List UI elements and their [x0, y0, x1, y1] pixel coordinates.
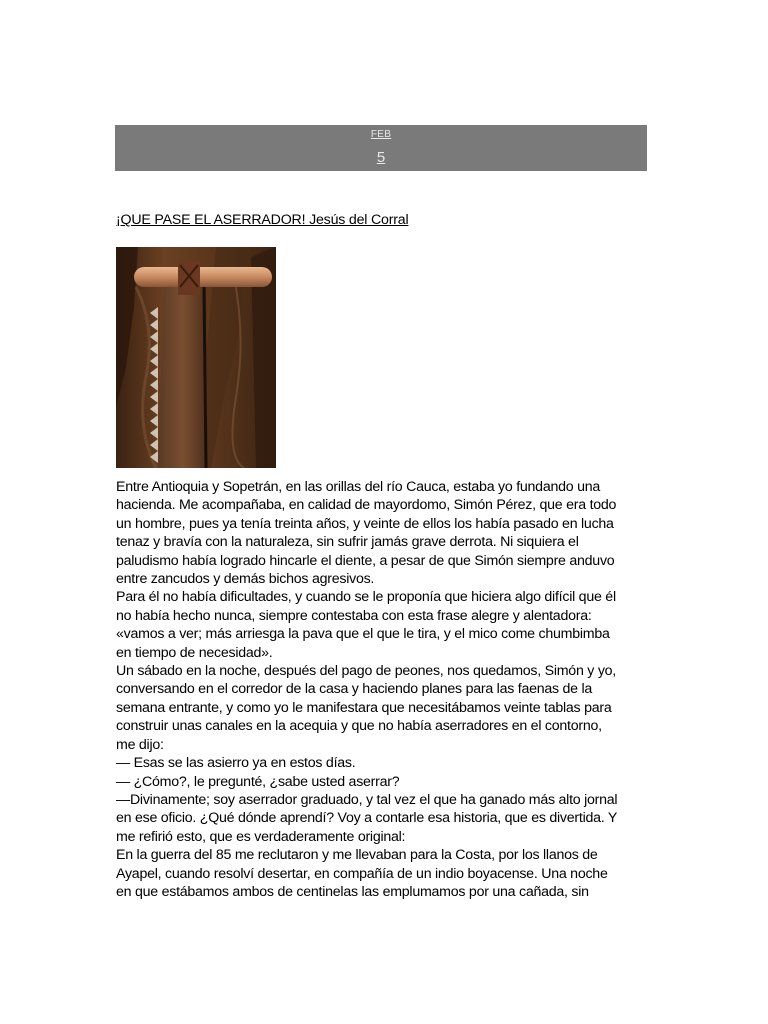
post-title-link[interactable]: ¡QUE PASE EL ASERRADOR! Jesús del Corral: [116, 212, 409, 228]
article-line: conversando en el corredor de la casa y haciendo planes para las faenas de la: [116, 681, 593, 698]
article-line: en tiempo de necesidad».: [116, 644, 273, 661]
article-line: — ¿Cómo?, le pregunté, ¿sabe usted aserrar?: [116, 773, 400, 790]
article-line: En la guerra del 85 me reclutaron y me llevaban para la Costa, por los llanos de: [116, 847, 598, 864]
article-line: semana entrante, y como yo le manifestara que necesitábamos veinte tablas para: [116, 699, 612, 716]
article-line: «vamos a ver; más arriesga la pava que el que le tira, y el mico come chumbimba: [116, 626, 610, 643]
date-banner: [115, 125, 647, 171]
article-line: no había hecho nunca, siempre contestaba con esta frase alegre y alentadora:: [116, 607, 592, 624]
article-line: entre zancudos y demás bichos agresivos.: [116, 571, 375, 588]
article-line: Ayapel, cuando resolví desertar, en compañía de un indio boyacense. Una noche: [116, 865, 608, 882]
article-line: hacienda. Me acompañaba, en calidad de mayordomo, Simón Pérez, que era todo: [116, 497, 617, 514]
article-line: construir unas canales en la acequia y que no había aserradores en el contorno,: [116, 718, 602, 735]
article-line: tenaz y bravía con la naturaleza, sin sufrir jamás grave derrota. Ni siquiera el: [116, 534, 579, 551]
article-line: Un sábado en la noche, después del pago de peones, nos quedamos, Simón y yo,: [116, 663, 616, 680]
date-day-link[interactable]: 5: [376, 149, 386, 166]
article-line: Para él no había dificultades, y cuando se le proponía que hiciera algo difícil que él: [116, 589, 616, 606]
article-line: — Esas se las asierro ya en estos días.: [116, 755, 356, 772]
article-line: en que estábamos ambos de centinelas las emplumamos por una cañada, sin: [116, 883, 589, 900]
article-body: [116, 478, 656, 901]
article-line: me refirió esto, que es verdaderamente original:: [116, 828, 406, 845]
saw-photo: [116, 247, 276, 468]
article-line: me dijo:: [116, 736, 164, 753]
article-line: —Divinamente; soy aserrador graduado, y tal vez el que ha ganado más alto jornal: [116, 791, 618, 808]
article-line: un hombre, pues ya tenía treinta años, y veinte de ellos los había pasado en lucha: [116, 515, 614, 532]
article-line: Entre Antioquia y Sopetrán, en las orillas del río Cauca, estaba yo fundando una: [116, 479, 600, 495]
article-line: paludismo había logrado hincarle el diente, a pesar de que Simón siempre anduvo: [116, 552, 615, 569]
date-month-link[interactable]: FEB: [370, 129, 392, 140]
article-line: en ese oficio. ¿Qué dónde aprendí? Voy a contarle esa historia, que es divertida. Y: [116, 810, 618, 827]
